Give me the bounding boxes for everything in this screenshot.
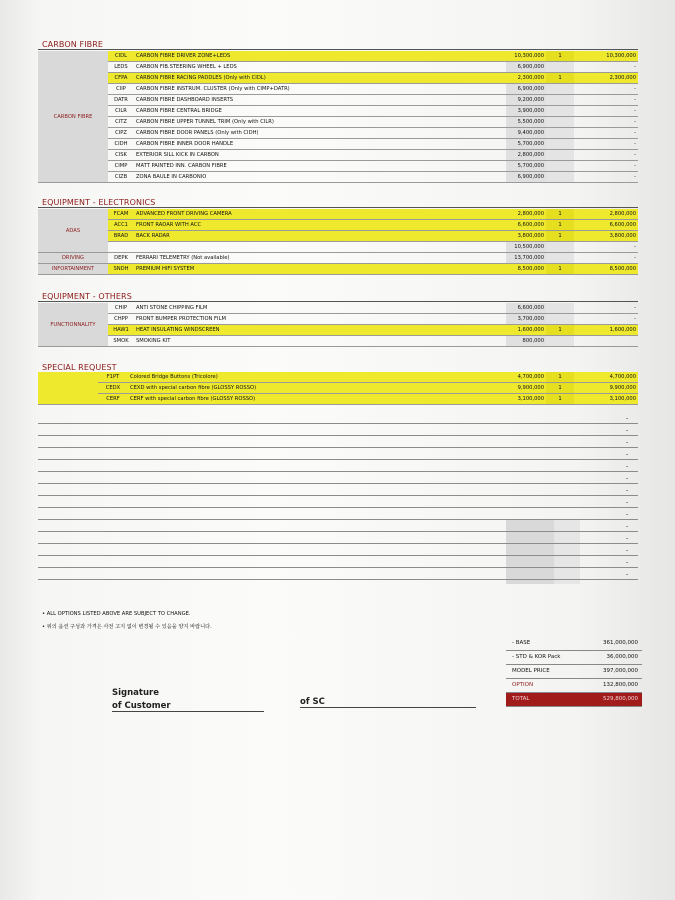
blank-row-total: - <box>626 547 629 554</box>
summary-base <box>506 637 642 651</box>
option-qty <box>546 106 574 117</box>
option-qty <box>546 253 574 264</box>
summary-model-label: MODEL PRICE <box>512 668 550 674</box>
option-row <box>38 242 638 253</box>
option-description: ANTI STONE CHIPPING FILM <box>134 303 506 314</box>
option-total: 4,700,000 <box>574 372 638 383</box>
option-qty: 1 <box>546 231 574 242</box>
option-description: PREMIUM HIFI SYSTEM <box>134 264 506 275</box>
qty-column-shade <box>554 520 580 584</box>
blank-row-line <box>38 483 638 484</box>
option-code: CIZB <box>108 172 134 183</box>
option-price: 8,500,000 <box>506 264 546 275</box>
blank-row-total: - <box>626 451 629 458</box>
option-price: 2,300,000 <box>506 73 546 84</box>
option-code: CISK <box>108 150 134 161</box>
option-row <box>38 161 638 172</box>
option-row <box>38 336 638 347</box>
option-description: ZONA BAULE IN CARBONIO <box>134 172 506 183</box>
option-description: MATT PAINTED INN. CARBON FIBRE <box>134 161 506 172</box>
option-total: - <box>574 314 638 325</box>
option-total: - <box>574 150 638 161</box>
price-column-shade <box>506 520 554 584</box>
blank-row-line <box>38 423 638 424</box>
electronics-table <box>38 209 638 275</box>
option-code: CIPZ <box>108 128 134 139</box>
option-code: CIDH <box>108 139 134 150</box>
option-qty: 1 <box>546 372 574 383</box>
blank-row-line <box>38 495 638 496</box>
special-group-spacer <box>38 372 98 405</box>
summary-option-value: 132,800,000 <box>603 682 638 688</box>
blank-row-total: - <box>626 535 629 542</box>
option-code: CIDL <box>108 51 134 62</box>
group-label: CARBON FIBRE <box>38 51 108 183</box>
signature-label-line2: of Customer <box>112 701 171 711</box>
option-row <box>38 172 638 183</box>
option-row <box>38 325 638 336</box>
summary-pack <box>506 651 642 665</box>
option-total: - <box>574 242 638 253</box>
option-qty <box>546 62 574 73</box>
option-description: FRONT BUMPER PROTECTION FILM <box>134 314 506 325</box>
option-total: 8,500,000 <box>574 264 638 275</box>
option-price: 9,200,000 <box>506 95 546 106</box>
blank-row-total: - <box>626 439 629 446</box>
option-price: 9,400,000 <box>506 128 546 139</box>
option-description: FRONT RADAR WITH ACC <box>134 220 506 231</box>
section-divider <box>38 49 638 50</box>
blank-row-line <box>38 447 638 448</box>
option-price: 13,700,000 <box>506 253 546 264</box>
blank-row-line <box>38 579 638 580</box>
option-total: - <box>574 95 638 106</box>
sc-signature-label: of SC <box>300 697 325 707</box>
summary-total-label: TOTAL <box>512 696 530 702</box>
blank-row-total: - <box>626 571 629 578</box>
blank-row-total: - <box>626 487 629 494</box>
option-price: 1,600,000 <box>506 325 546 336</box>
others-table <box>38 303 638 347</box>
summary-option-label: OPTION <box>512 682 534 688</box>
summary-pack-value: 36,000,000 <box>606 654 638 660</box>
option-row <box>38 372 638 383</box>
option-row <box>38 383 638 394</box>
option-description: CARBON FIBRE DRIVER ZONE+LEDS <box>134 51 506 62</box>
option-description: CARBON FIB.STEERING WHEEL + LEDS <box>134 62 506 73</box>
summary-model <box>506 665 642 679</box>
option-code: DEPK <box>108 253 134 264</box>
option-total: 1,600,000 <box>574 325 638 336</box>
option-qty <box>546 336 574 347</box>
option-description: Colored Bridge Buttons (Tricolore) <box>128 372 506 383</box>
blank-row-total: - <box>626 475 629 482</box>
option-description: CARBON FIBRE RACING PADDLES (Only with CIDL) <box>134 73 506 84</box>
option-price: 3,800,000 <box>506 231 546 242</box>
option-qty <box>546 95 574 106</box>
option-description: CARBON FIBRE CENTRAL BRIDGE <box>134 106 506 117</box>
blank-row-line <box>38 543 638 544</box>
option-qty <box>546 128 574 139</box>
group-label: ADAS <box>38 209 108 253</box>
option-total: 2,800,000 <box>574 209 638 220</box>
option-qty: 1 <box>546 325 574 336</box>
option-row <box>38 95 638 106</box>
option-price: 6,900,000 <box>506 84 546 95</box>
option-total: - <box>574 139 638 150</box>
option-price: 4,700,000 <box>506 372 546 383</box>
option-price: 2,800,000 <box>506 150 546 161</box>
option-code: CIMP <box>108 161 134 172</box>
option-code: F1PT <box>98 372 128 383</box>
option-price: 5,700,000 <box>506 161 546 172</box>
option-description: CARBON FIBRE DOOR PANELS (Only with CIDH) <box>134 128 506 139</box>
option-row <box>38 139 638 150</box>
option-row <box>38 220 638 231</box>
option-row <box>38 314 638 325</box>
option-code: SNDH <box>108 264 134 275</box>
option-code: CERF <box>98 394 128 405</box>
option-total: 3,800,000 <box>574 231 638 242</box>
blank-row-line <box>38 531 638 532</box>
option-qty <box>546 84 574 95</box>
section-title-others: EQUIPMENT - OTHERS <box>42 292 132 301</box>
option-row <box>38 231 638 242</box>
option-qty: 1 <box>546 264 574 275</box>
option-row <box>38 264 638 275</box>
option-qty <box>546 150 574 161</box>
option-code: CFPA <box>108 73 134 84</box>
option-code: BRAD <box>108 231 134 242</box>
option-description: CEXD with special carbon fibre (GLOSSY ROSSO) <box>128 383 506 394</box>
option-qty <box>546 161 574 172</box>
option-description: EXTERIOR SILL KICK IN CARBON <box>134 150 506 161</box>
option-description: BACK RADAR <box>134 231 506 242</box>
carbon-table <box>38 51 638 183</box>
option-qty: 1 <box>546 209 574 220</box>
option-code: SMOK <box>108 336 134 347</box>
summary-total <box>506 693 642 707</box>
option-price: 6,900,000 <box>506 172 546 183</box>
summary-model-value: 397,000,000 <box>603 668 638 674</box>
option-price: 800,000 <box>506 336 546 347</box>
option-code: CHIP <box>108 303 134 314</box>
option-price: 6,600,000 <box>506 220 546 231</box>
option-qty <box>546 303 574 314</box>
option-total: 6,600,000 <box>574 220 638 231</box>
sc-signature-line[interactable] <box>300 707 476 708</box>
option-description: CERF with special carbon fibre (GLOSSY ROSSO) <box>128 394 506 405</box>
blank-row-line <box>38 471 638 472</box>
option-total: 9,900,000 <box>574 383 638 394</box>
option-total: - <box>574 106 638 117</box>
option-row <box>38 209 638 220</box>
section-divider <box>38 301 638 302</box>
option-code: HAW1 <box>108 325 134 336</box>
blank-row-total: - <box>626 523 629 530</box>
group-label: INFORTAINMENT <box>38 264 108 275</box>
option-qty <box>546 242 574 253</box>
option-qty <box>546 139 574 150</box>
option-row <box>38 394 638 405</box>
option-code: LEDS <box>108 62 134 73</box>
option-description: ADVANCED FRONT DRIVING CAMERA <box>134 209 506 220</box>
option-description: HEAT INSULATING WINDSCREEN <box>134 325 506 336</box>
option-code: FCAM <box>108 209 134 220</box>
option-row <box>38 62 638 73</box>
summary-total-value: 529,800,000 <box>603 696 638 702</box>
blank-row-total: - <box>626 427 629 434</box>
option-price: 6,900,000 <box>506 62 546 73</box>
option-price: 3,700,000 <box>506 314 546 325</box>
blank-row-total: - <box>626 463 629 470</box>
option-row <box>38 73 638 84</box>
option-description: CARBON FIBRE UPPER TUNNEL TRIM (Only with CILR) <box>134 117 506 128</box>
option-row <box>38 303 638 314</box>
option-code: DATR <box>108 95 134 106</box>
option-total: 3,100,000 <box>574 394 638 405</box>
option-total: - <box>574 303 638 314</box>
option-price: 6,600,000 <box>506 303 546 314</box>
note-change: • ALL OPTIONS LISTED ABOVE ARE SUBJECT TO CHANGE. <box>42 611 191 617</box>
blank-row-total: - <box>626 511 629 518</box>
option-qty <box>546 314 574 325</box>
option-row <box>38 253 638 264</box>
option-qty: 1 <box>546 51 574 62</box>
option-row <box>38 117 638 128</box>
customer-signature-line[interactable] <box>112 711 264 712</box>
note-korean: • 위의 옵션 구성과 가격은 사전 고지 없이 변경될 수 있음을 양지 바랍니다. <box>42 624 212 630</box>
option-qty <box>546 172 574 183</box>
option-description: CARBON FIBRE INNER DOOR HANDLE <box>134 139 506 150</box>
section-title-electronics: EQUIPMENT - ELECTRONICS <box>42 198 156 207</box>
option-description: CARBON FIBRE DASHBOARD INSERTS <box>134 95 506 106</box>
blank-row-total: - <box>626 415 629 422</box>
option-price: 10,300,000 <box>506 51 546 62</box>
option-price: 10,500,000 <box>506 242 546 253</box>
option-code: CEDX <box>98 383 128 394</box>
option-description: FERRARI TELEMETRY (Not available) <box>134 253 506 264</box>
option-row <box>38 106 638 117</box>
option-price: 9,900,000 <box>506 383 546 394</box>
blank-row-total: - <box>626 559 629 566</box>
option-total: 2,300,000 <box>574 73 638 84</box>
option-price: 5,700,000 <box>506 139 546 150</box>
blank-row-line <box>38 435 638 436</box>
special-table <box>38 372 638 405</box>
blank-row-total: - <box>626 499 629 506</box>
section-title-special: SPECIAL REQUEST <box>42 363 117 372</box>
option-total: - <box>574 128 638 139</box>
option-price: 5,500,000 <box>506 117 546 128</box>
option-row <box>38 150 638 161</box>
summary-option <box>506 679 642 693</box>
section-divider <box>38 207 638 208</box>
option-description <box>134 242 506 253</box>
option-total: - <box>574 84 638 95</box>
option-price: 2,800,000 <box>506 209 546 220</box>
blank-row-line <box>38 459 638 460</box>
option-qty: 1 <box>546 394 574 405</box>
option-code: CIIP <box>108 84 134 95</box>
option-total <box>574 336 638 347</box>
option-code: ACC1 <box>108 220 134 231</box>
group-label: DRIVING <box>38 253 108 264</box>
option-code: CILR <box>108 106 134 117</box>
price-summary <box>506 637 642 707</box>
option-row <box>38 84 638 95</box>
section-title-carbon: CARBON FIBRE <box>42 40 104 49</box>
option-total: - <box>574 172 638 183</box>
blank-row-line <box>38 507 638 508</box>
option-qty <box>546 117 574 128</box>
summary-base-label: - BASE <box>512 640 531 646</box>
option-total: - <box>574 161 638 172</box>
option-qty: 1 <box>546 383 574 394</box>
option-price: 3,100,000 <box>506 394 546 405</box>
blank-row-line <box>38 519 638 520</box>
option-qty: 1 <box>546 73 574 84</box>
option-price: 3,900,000 <box>506 106 546 117</box>
summary-pack-label: - STD & KOR Pack <box>512 654 561 660</box>
option-row <box>38 128 638 139</box>
option-row <box>38 51 638 62</box>
group-label: FUNCTIONNALITY <box>38 303 108 347</box>
option-qty: 1 <box>546 220 574 231</box>
blank-row-line <box>38 567 638 568</box>
option-description: SMOKING KIT <box>134 336 506 347</box>
summary-base-value: 361,000,000 <box>603 640 638 646</box>
option-code: CITZ <box>108 117 134 128</box>
option-code <box>108 242 134 253</box>
signature-label-line1: Signature <box>112 688 159 698</box>
option-total: 10,300,000 <box>574 51 638 62</box>
option-description: CARBON FIBRE INSTRUM. CLUSTER (Only with CIMP+DATR) <box>134 84 506 95</box>
option-total: - <box>574 253 638 264</box>
option-code: CHPP <box>108 314 134 325</box>
blank-row-line <box>38 555 638 556</box>
option-total: - <box>574 62 638 73</box>
option-total: - <box>574 117 638 128</box>
